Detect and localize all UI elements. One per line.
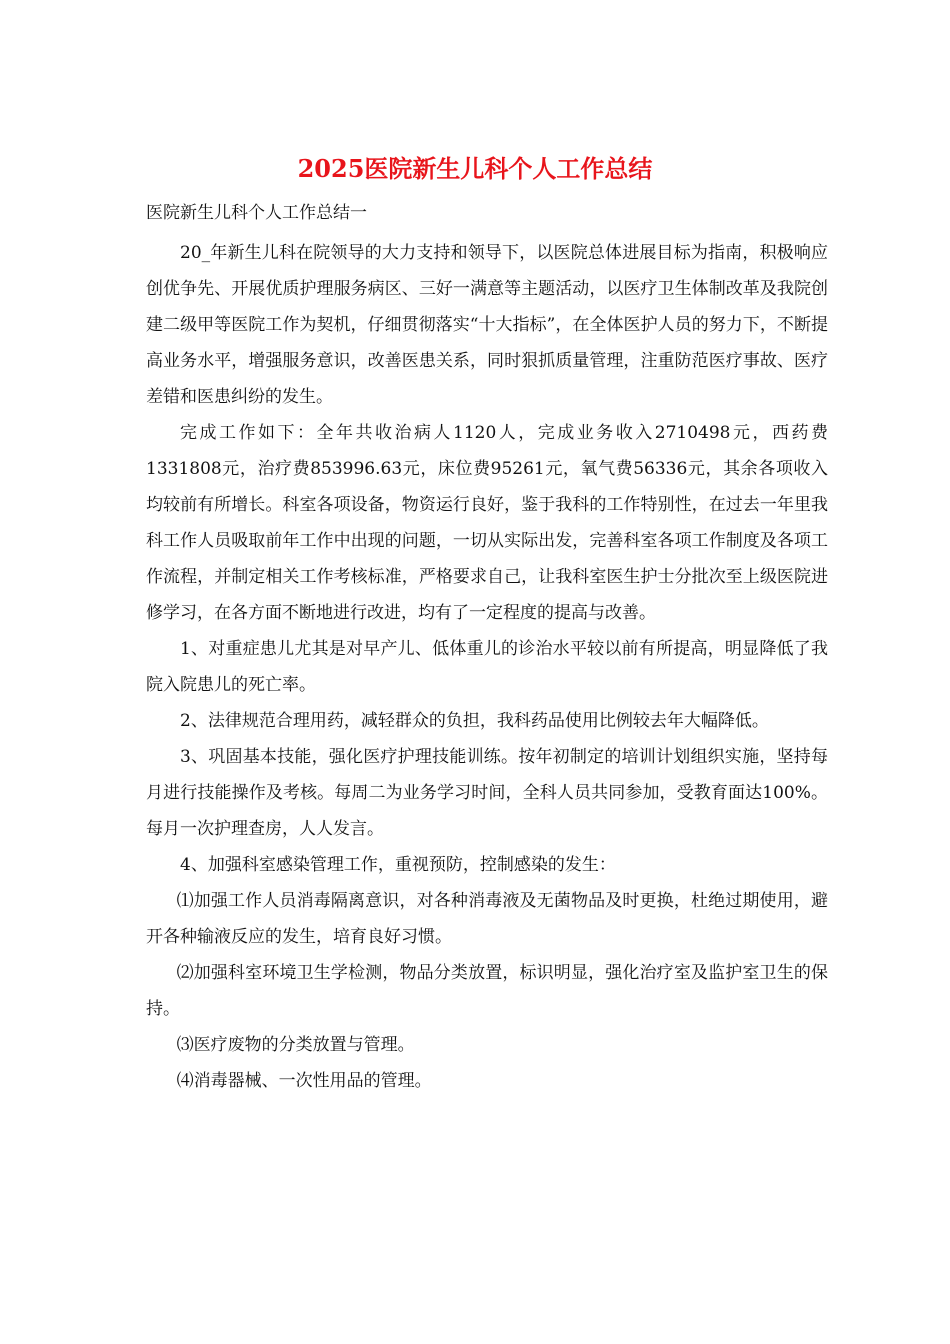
paragraph-subitem-1: ⑴加强工作人员消毒隔离意识，对各种消毒液及无菌物品及时更换，杜绝过期使用，避开各种输液反应的发生，培育良好习惯。: [146, 891, 828, 947]
paragraph-item-1: 1、对重症患儿尤其是对早产儿、低体重儿的诊治水平较以前有所提高，明显降低了我院入院患儿的死亡率。: [146, 639, 828, 695]
paragraph-item-3: 3、巩固基本技能，强化医疗护理技能训练。按年初制定的培训计划组织实施，坚持每月进行技能操作及考核。每周二为业务学习时间，全科人员共同参加，受教育面达100%。每月一次护理查房，人人发言。: [146, 747, 828, 839]
paragraph-work-completed: 完成工作如下：全年共收治病人1120人，完成业务收入2710498元，西药费1331808元，治疗费853996.63元，床位费95261元，氧气费56336元，其余各项收入均较前有所增长。科室各项设备，物资运行良好，鉴于我科的工作特别性，在过去一年里我科工作人员吸取前年工作中出现的问题，一切从实际出发，完善科室各项工作制度及各项工作流程，并制定相关工作考核标准，严格要求自己，让我科室医生护士分批次至上级医院进修学习，在各方面不断地进行改进，均有了一定程度的提高与改善。: [146, 423, 828, 623]
paragraph-subitem-4: ⑷消毒器械、一次性用品的管理。: [176, 1071, 432, 1091]
paragraph-subitem-3: ⑶医疗废物的分类放置与管理。: [176, 1035, 415, 1055]
paragraph-subitem-2: ⑵加强科室环境卫生学检测，物品分类放置，标识明显，强化治疗室及监护室卫生的保持。: [146, 963, 828, 1019]
paragraph-item-4: 4、加强科室感染管理工作，重视预防，控制感染的发生：: [180, 855, 616, 875]
document-subtitle: 医院新生儿科个人工作总结一: [146, 203, 367, 223]
paragraph-item-2: 2、法律规范合理用药，减轻群众的负担，我科药品使用比例较去年大幅降低。: [180, 711, 769, 731]
document-title: 2025医院新生儿科个人工作总结: [297, 154, 653, 183]
paragraph-intro: 20_年新生儿科在院领导的大力支持和领导下，以医院总体进展目标为指南，积极响应创优争先、开展优质护理服务病区、三好一满意等主题活动，以医疗卫生体制改革及我院创建二级甲等医院工作为契机，仔细贯彻落实“十大指标”，在全体医护人员的努力下，不断提高业务水平，增强服务意识，改善医患关系，同时狠抓质量管理，注重防范医疗事故、医疗差错和医患纠纷的发生。: [146, 243, 828, 407]
document-body: [146, 235, 828, 1099]
